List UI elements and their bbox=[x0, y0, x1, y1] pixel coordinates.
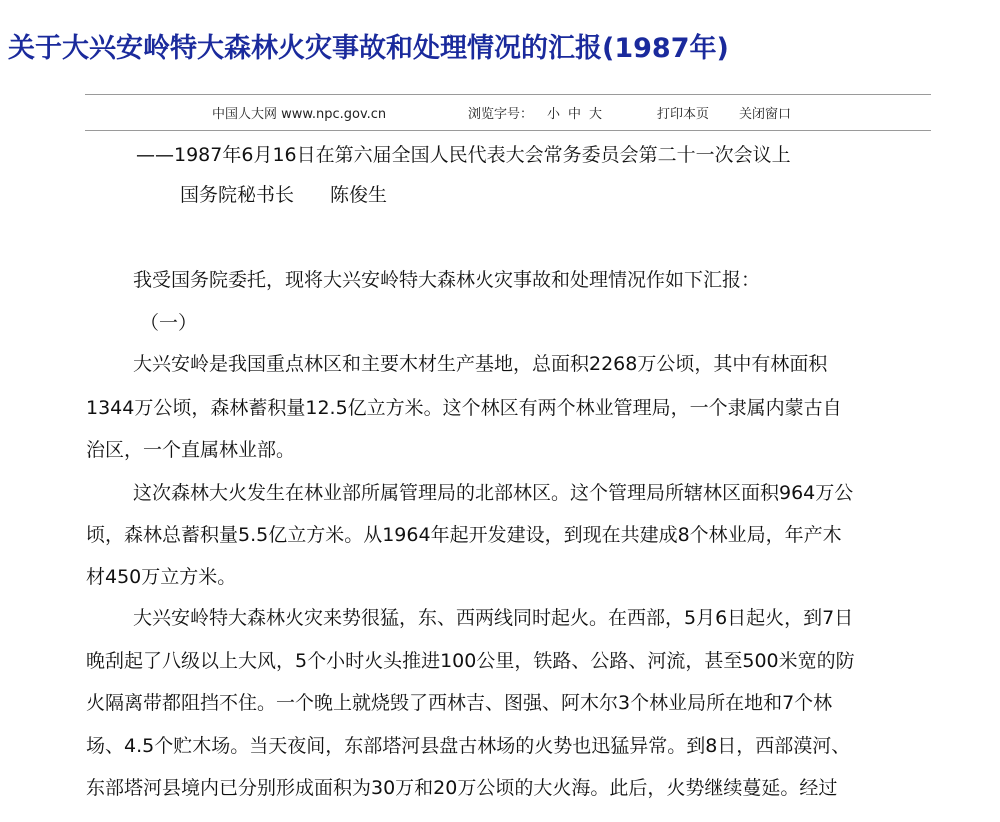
body-line: 大兴安岭是我国重点林区和主要木材生产基地，总面积2268万公顷，其中有林面积 bbox=[133, 353, 828, 375]
body-line: 这次森林大火发生在林业部所属管理局的北部林区。这个管理局所辖林区面积964万公 bbox=[133, 482, 854, 504]
font-size-small-link[interactable]: 小 bbox=[547, 107, 561, 122]
intro-paragraph: 我受国务院委托，现将大兴安岭特大森林火灾事故和处理情况作如下汇报： bbox=[133, 269, 761, 291]
page-title: 关于大兴安岭特大森林火灾事故和处理情况的汇报(1987年) bbox=[8, 33, 729, 64]
font-size-label: 浏览字号： bbox=[468, 107, 534, 122]
close-window-link[interactable]: 关闭窗口 bbox=[739, 107, 792, 122]
body-line: 1344万公顷，森林蓄积量12.5亿立方米。这个林区有两个林业管理局，一个隶属内蒙古自 bbox=[86, 397, 842, 419]
author-name: 陈俊生 bbox=[330, 184, 388, 206]
print-page-link[interactable]: 打印本页 bbox=[657, 107, 710, 122]
body-line: 材450万立方米。 bbox=[86, 566, 237, 588]
body-line: 场、4.5个贮木场。当天夜间，东部塔河县盘古林场的火势也迅猛异常。到8日，西部漠河、 bbox=[86, 735, 851, 757]
article-subtitle: ——1987年6月16日在第六届全国人民代表大会常务委员会第二十一次会议上 bbox=[136, 144, 791, 166]
author-title: 国务院秘书长 bbox=[180, 184, 295, 206]
body-line: 治区，一个直属林业部。 bbox=[86, 439, 296, 461]
section-heading: （一） bbox=[140, 312, 198, 334]
body-line: 顷，森林总蓄积量5.5亿立方米。从1964年起开发建设，到现在共建成8个林业局，年产木 bbox=[86, 524, 842, 546]
body-line: 东部塔河县境内已分别形成面积为30万和20万公顷的大火海。此后，火势继续蔓延。经过 bbox=[86, 777, 838, 799]
font-size-large-link[interactable]: 大 bbox=[589, 107, 603, 122]
bottom-divider bbox=[85, 130, 931, 131]
body-line: 大兴安岭特大森林火灾来势很猛，东、西两线同时起火。在西部，5月6日起火，到7日 bbox=[133, 607, 854, 629]
top-divider bbox=[85, 94, 931, 95]
article-toolbar bbox=[0, 103, 1000, 123]
body-line: 晚刮起了八级以上大风，5个小时火头推进100公里，铁路、公路、河流，甚至500米宽的防 bbox=[86, 650, 855, 672]
site-name: 中国人大网 www.npc.gov.cn bbox=[212, 107, 387, 122]
body-line: 火隔离带都阻挡不住。一个晚上就烧毁了西林吉、图强、阿木尔3个林业局所在地和7个林 bbox=[86, 692, 833, 714]
font-size-medium-link[interactable]: 中 bbox=[568, 107, 582, 122]
